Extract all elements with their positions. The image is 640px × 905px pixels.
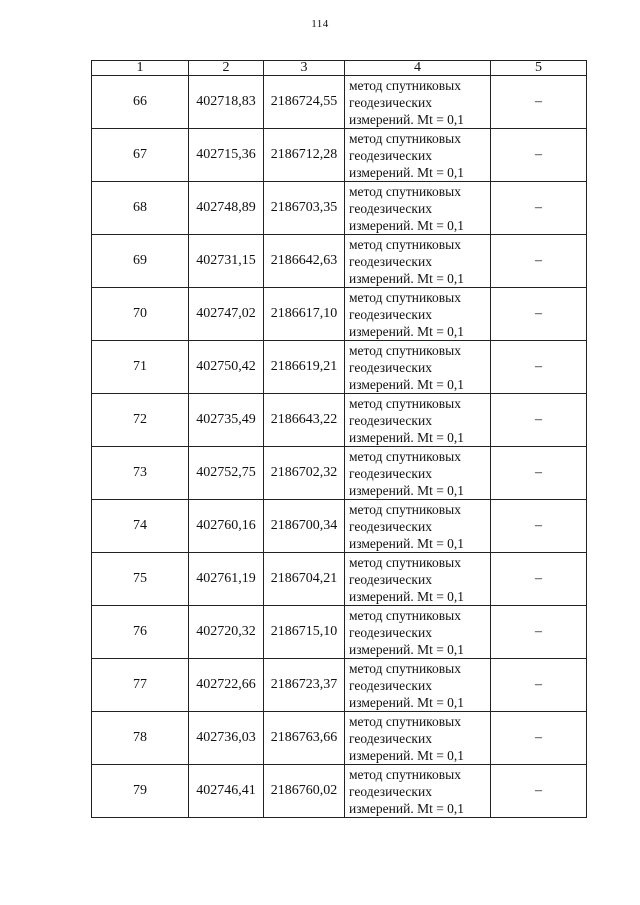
method-line-1: метод спутниковых [349,130,461,146]
y-coordinate: 2186642,63 [264,235,345,288]
measurement-method [345,235,491,288]
method-line-2: геодезических [349,200,432,216]
y-coordinate: 2186702,32 [264,447,345,500]
table-row [92,235,587,288]
measurement-method [345,394,491,447]
table-row [92,341,587,394]
measurement-method [345,659,491,712]
point-number: 78 [92,712,189,765]
measurement-method [345,712,491,765]
point-number: 67 [92,129,189,182]
note-cell: – [491,553,587,606]
method-line-2: геодезических [349,677,432,693]
measurement-method [345,606,491,659]
x-coordinate: 402746,41 [189,765,264,818]
x-coordinate: 402720,32 [189,606,264,659]
y-coordinate: 2186700,34 [264,500,345,553]
x-coordinate: 402752,75 [189,447,264,500]
method-line-2: геодезических [349,465,432,481]
method-line-3: измерений. Mt = 0,1 [349,323,465,339]
point-number: 75 [92,553,189,606]
table-row [92,288,587,341]
method-line-3: измерений. Mt = 0,1 [349,641,465,657]
note-cell: – [491,182,587,235]
point-number: 74 [92,500,189,553]
measurement-method [345,76,491,129]
method-line-3: измерений. Mt = 0,1 [349,694,465,710]
y-coordinate: 2186703,35 [264,182,345,235]
header-col-3: 3 [264,61,345,76]
method-line-2: геодезических [349,624,432,640]
y-coordinate: 2186724,55 [264,76,345,129]
y-coordinate: 2186723,37 [264,659,345,712]
x-coordinate: 402731,15 [189,235,264,288]
method-line-3: измерений. Mt = 0,1 [349,217,465,233]
method-line-1: метод спутниковых [349,766,461,782]
note-cell: – [491,606,587,659]
note-cell: – [491,235,587,288]
x-coordinate: 402750,42 [189,341,264,394]
point-number: 70 [92,288,189,341]
y-coordinate: 2186619,21 [264,341,345,394]
method-line-1: метод спутниковых [349,289,461,305]
table-row [92,129,587,182]
table-row [92,394,587,447]
note-cell: – [491,76,587,129]
method-line-1: метод спутниковых [349,342,461,358]
measurement-method [345,553,491,606]
note-cell: – [491,394,587,447]
method-line-2: геодезических [349,412,432,428]
table-row [92,447,587,500]
header-col-2: 2 [189,61,264,76]
note-cell: – [491,341,587,394]
y-coordinate: 2186704,21 [264,553,345,606]
point-number: 68 [92,182,189,235]
note-cell: – [491,129,587,182]
method-line-2: геодезических [349,147,432,163]
method-line-1: метод спутниковых [349,501,461,517]
measurement-method [345,129,491,182]
table-row [92,659,587,712]
method-line-1: метод спутниковых [349,183,461,199]
method-line-2: геодезических [349,94,432,110]
x-coordinate: 402718,83 [189,76,264,129]
method-line-2: геодезических [349,730,432,746]
header-col-5: 5 [491,61,587,76]
y-coordinate: 2186715,10 [264,606,345,659]
method-line-2: геодезических [349,571,432,587]
x-coordinate: 402715,36 [189,129,264,182]
table-row [92,500,587,553]
header-col-1: 1 [92,61,189,76]
x-coordinate: 402760,16 [189,500,264,553]
table-row [92,182,587,235]
x-coordinate: 402761,19 [189,553,264,606]
x-coordinate: 402722,66 [189,659,264,712]
page-number: 114 [311,18,329,30]
header-col-4: 4 [345,61,491,76]
method-line-1: метод спутниковых [349,660,461,676]
point-number: 77 [92,659,189,712]
note-cell: – [491,659,587,712]
method-line-2: геодезических [349,518,432,534]
y-coordinate: 2186763,66 [264,712,345,765]
y-coordinate: 2186643,22 [264,394,345,447]
method-line-1: метод спутниковых [349,607,461,623]
method-line-3: измерений. Mt = 0,1 [349,588,465,604]
method-line-3: измерений. Mt = 0,1 [349,800,465,816]
point-number: 71 [92,341,189,394]
method-line-3: измерений. Mt = 0,1 [349,111,465,127]
measurement-method [345,500,491,553]
point-number: 76 [92,606,189,659]
note-cell: – [491,765,587,818]
method-line-1: метод спутниковых [349,236,461,252]
method-line-1: метод спутниковых [349,77,461,93]
table-row [92,76,587,129]
x-coordinate: 402747,02 [189,288,264,341]
x-coordinate: 402748,89 [189,182,264,235]
method-line-2: геодезических [349,359,432,375]
point-number: 66 [92,76,189,129]
note-cell: – [491,500,587,553]
method-line-3: измерений. Mt = 0,1 [349,164,465,180]
method-line-3: измерений. Mt = 0,1 [349,376,465,392]
method-line-3: измерений. Mt = 0,1 [349,535,465,551]
method-line-1: метод спутниковых [349,448,461,464]
table-body [92,76,587,818]
point-number: 72 [92,394,189,447]
y-coordinate: 2186760,02 [264,765,345,818]
method-line-2: геодезических [349,783,432,799]
method-line-1: метод спутниковых [349,554,461,570]
measurement-method [345,288,491,341]
method-line-1: метод спутниковых [349,713,461,729]
point-number: 69 [92,235,189,288]
table-header [92,61,587,76]
coordinates-table [91,60,587,818]
header-row [92,61,587,76]
measurement-method [345,765,491,818]
method-line-3: измерений. Mt = 0,1 [349,270,465,286]
measurement-method [345,447,491,500]
point-number: 79 [92,765,189,818]
table-row [92,765,587,818]
measurement-method [345,182,491,235]
table-row [92,553,587,606]
method-line-3: измерений. Mt = 0,1 [349,747,465,763]
table-row [92,606,587,659]
y-coordinate: 2186712,28 [264,129,345,182]
method-line-3: измерений. Mt = 0,1 [349,482,465,498]
y-coordinate: 2186617,10 [264,288,345,341]
note-cell: – [491,447,587,500]
method-line-1: метод спутниковых [349,395,461,411]
method-line-2: геодезических [349,253,432,269]
x-coordinate: 402736,03 [189,712,264,765]
note-cell: – [491,288,587,341]
table-row [92,712,587,765]
x-coordinate: 402735,49 [189,394,264,447]
method-line-3: измерений. Mt = 0,1 [349,429,465,445]
method-line-2: геодезических [349,306,432,322]
measurement-method [345,341,491,394]
note-cell: – [491,712,587,765]
point-number: 73 [92,447,189,500]
